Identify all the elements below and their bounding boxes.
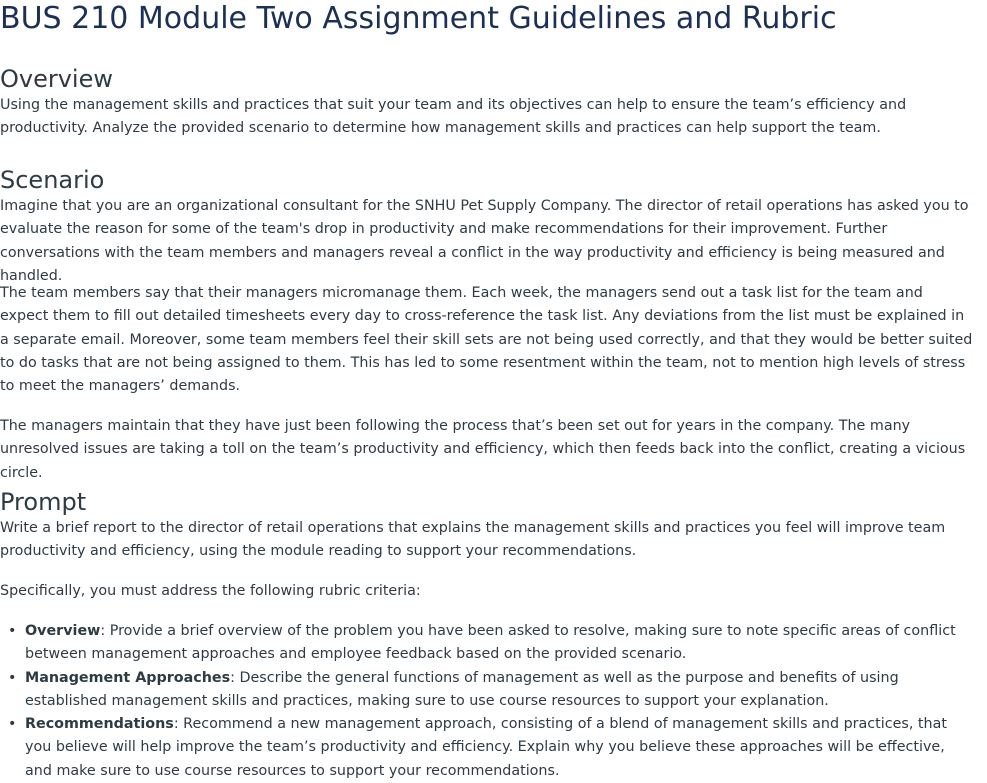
list-item bbox=[0, 620, 975, 667]
criteria-label: Recommendations bbox=[25, 716, 174, 733]
page-title: BUS 210 Module Two Assignment Guidelines and Rubric bbox=[0, 1, 837, 36]
scenario-paragraph-1: Imagine that you are an organizational consultant for the SNHU Pet Supply Company. The director of retail operations has asked you to evaluate the reason for some of the team's drop in productivity and make recommendations for their improvement. Further conversations with the team members and managers reveal a conflict in the way productivity and efficiency is being measured and handled. bbox=[0, 198, 969, 284]
list-item bbox=[0, 667, 975, 714]
scenario-paragraph-2: The team members say that their managers micromanage them. Each week, the managers send out a task list for the team and expect them to fill out detailed timesheets every day to cross-reference the task list. Any deviations from the list must be explained in a separate email. Moreover, some team members feel their skill sets are not being used correctly, and that they would be better suited to do tasks that are not being assigned to them. This has led to some resentment within the team, not to mention high levels of stress to meet the managers’ demands. bbox=[0, 285, 973, 395]
prompt-paragraph-1: Write a brief report to the director of retail operations that explains the management skills and practices you feel will improve team productivity and efficiency, using the module reading to support your recommendations. bbox=[0, 520, 946, 560]
scenario-heading: Scenario bbox=[0, 166, 105, 194]
criteria-text: : Recommend a new management approach, consisting of a blend of management skills and practices, that you believe will help improve the team’s productivity and efficiency. Explain why you believe these approaches will be effective, and make sure to use course resources to support your recommendations. bbox=[25, 716, 947, 779]
criteria-label: Management Approaches bbox=[25, 669, 231, 686]
criteria-text: : Provide a brief overview of the problem you have been asked to resolve, making sure to note specific areas of conflict between management approaches and employee feedback based on the provided scenario. bbox=[25, 623, 956, 663]
prompt-paragraph-2: Specifically, you must address the following rubric criteria: bbox=[0, 583, 421, 599]
overview-paragraph: Using the management skills and practices that suit your team and its objectives can help to ensure the team’s efficiency and productivity. Analyze the provided scenario to determine how management skills and practices can help support the team. bbox=[0, 97, 907, 137]
criteria-text: : Describe the general functions of management as well as the purpose and benefits of using established management skills and practices, making sure to use course resources to support your explanation. bbox=[25, 669, 899, 709]
overview-heading: Overview bbox=[0, 65, 113, 93]
criteria-label: Overview bbox=[25, 623, 101, 639]
list-item bbox=[0, 713, 975, 783]
prompt-heading: Prompt bbox=[0, 488, 87, 516]
rubric-criteria-list bbox=[0, 620, 975, 783]
scenario-paragraph-3: The managers maintain that they have just been following the process that’s been set out for years in the company. The many unresolved issues are taking a toll on the team’s productivity and efficiency, which then feeds back into the conflict, creating a vicious circle. bbox=[0, 418, 966, 481]
